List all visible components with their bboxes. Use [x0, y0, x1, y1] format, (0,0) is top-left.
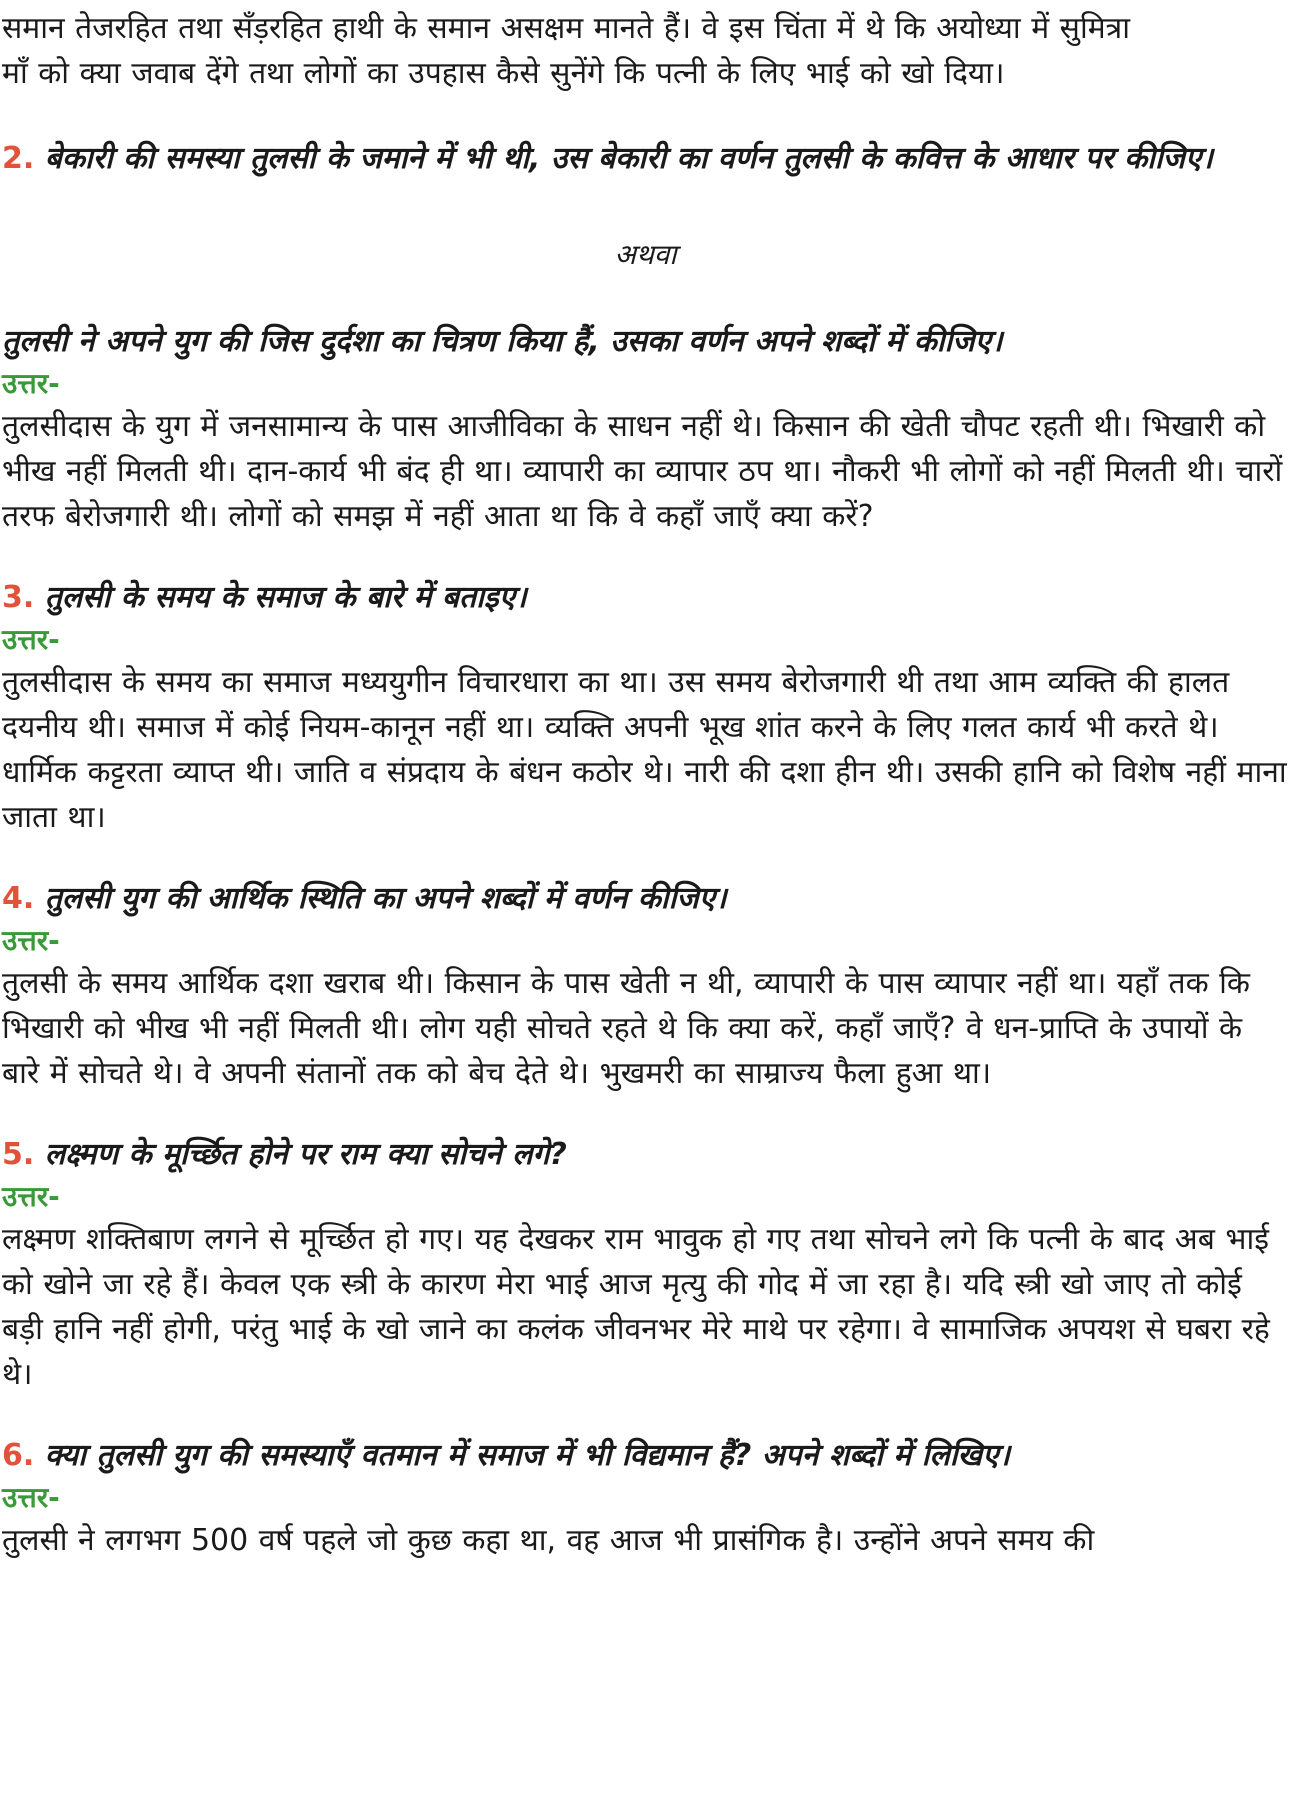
question-2 — [2, 136, 1289, 181]
answer-4: तुलसी के समय आर्थिक दशा खराब थी। किसान के पास खेती न थी, व्यापारी के पास व्यापार नहीं था। यहाँ तक कि भिखारी को भीख भी नहीं मिलती थी। लोग यही सोचते रहते थे कि क्या करें, कहाँ जाएँ? वे धन-प्राप्ति के उपायों के बारे में सोचते थे। वे अपनी संतानों तक को बेच देते थे। भुखमरी का साम्राज्य फैला हुआ था। — [2, 966, 1250, 1091]
answer-label: उत्तर- — [2, 1481, 60, 1514]
answer-6: तुलसी ने लगभग 500 वर्ष पहले जो कुछ कहा था, वह आज भी प्रासंगिक है। उन्होंने अपने समय की — [2, 1523, 1095, 1558]
question-2-alt: तुलसी ने अपने युग की जिस दुर्दशा का चित्रण किया हैं, उसका वर्णन अपने शब्दों में कीजिए। — [2, 324, 1003, 359]
question-3 — [2, 575, 1289, 620]
question-text: तुलसी युग की आर्थिक स्थिति का अपने शब्दों में वर्णन कीजिए। — [44, 881, 727, 916]
question-number: 5. — [2, 1137, 35, 1172]
question-4 — [2, 876, 1289, 921]
or-label: अथवा — [614, 238, 677, 271]
question-5 — [2, 1132, 1289, 1177]
answer-2: तुलसीदास के युग में जनसामान्य के पास आजीविका के साधन नहीं थे। किसान की खेती चौपट रहती थी। भिखारी को भीख नहीं मिलती थी। दान-कार्य भी बंद ही था। व्यापारी का व्यापार ठप था। नौकरी भी लोगों को नहीं मिलती थी। चारों तरफ बेरोजगारी थी। लोगों को समझ में नहीं आता था कि वे कहाँ जाएँ क्या करें? — [2, 409, 1283, 534]
answer-3: तुलसीदास के समय का समाज मध्ययुगीन विचारधारा का था। उस समय बेरोजगारी थी तथा आम व्यक्ति की हालत दयनीय थी। समाज में कोई नियम-कानून नहीं था। व्यक्ति अपनी भूख शांत करने के लिए गलत कार्य भी करते थे। धार्मिक कट्टरता व्याप्त थी। जाति व संप्रदाय के बंधन कठोर थे। नारी की दशा हीन थी। उसकी हानि को विशेष नहीं माना जाता था। — [2, 665, 1287, 835]
intro-line-2: माँ को क्या जवाब देंगे तथा लोगों का उपहास कैसे सुनेंगे कि पत्नी के लिए भाई को खो दिया। — [2, 56, 1005, 91]
answer-label: उत्तर- — [2, 1180, 60, 1213]
question-text: बेकारी की समस्या तुलसी के जमाने में भी थी, उस बेकारी का वर्णन तुलसी के कवित्त के आधार पर कीजिए। — [44, 141, 1213, 176]
question-6 — [2, 1433, 1289, 1478]
question-text: क्या तुलसी युग की समस्याएँ वतमान में समाज में भी विद्यमान हैं? अपने शब्दों में लिखिए। — [44, 1438, 1011, 1473]
question-text: तुलसी के समय के समाज के बारे में बताइए। — [44, 580, 527, 615]
question-number: 6. — [2, 1438, 35, 1473]
answer-label: उत्तर- — [2, 924, 60, 957]
answer-5: लक्ष्मण शक्तिबाण लगने से मूर्च्छित हो गए। यह देखकर राम भावुक हो गए तथा सोचने लगे कि पत्नी के बाद अब भाई को खोने जा रहे हैं। केवल एक स्त्री के कारण मेरा भाई आज मृत्यु की गोद में जा रहा है। यदि स्त्री खो जाए तो कोई बड़ी हानि नहीं होगी, परंतु भाई के खो जाने का कलंक जीवनभर मेरे माथे पर रहेगा। वे सामाजिक अपयश से घबरा रहे थे। — [2, 1222, 1270, 1392]
question-number: 4. — [2, 881, 35, 916]
answer-label: उत्तर- — [2, 623, 60, 656]
question-number: 2. — [2, 141, 35, 176]
question-text: लक्ष्मण के मूर्च्छित होने पर राम क्या सोचने लगे? — [44, 1137, 567, 1172]
answer-label: उत्तर- — [2, 367, 60, 400]
question-number: 3. — [2, 580, 35, 615]
intro-line-1: समान तेजरहित तथा सँड़रहित हाथी के समान असक्षम मानते हैं। वे इस चिंता में थे कि अयोध्या में सुमित्रा — [2, 11, 1130, 46]
